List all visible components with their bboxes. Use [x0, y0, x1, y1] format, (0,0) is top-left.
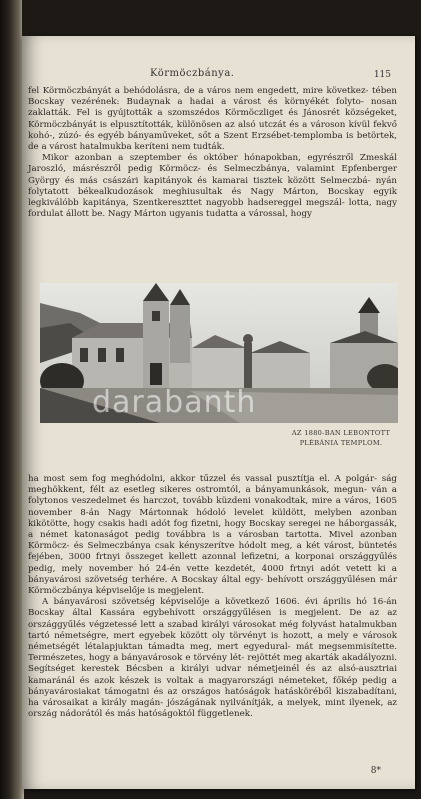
paragraph: Mikor azonban a szeptember és október hónapokban, egyrészről Zmeskál Jaroszló, másrészről pedig Körmöcz- és Selmeczbánya, valamint Epfenberger György és más császári kapitányok és kamarai tisztek között Selmeczbá- nyán folytatott békealkudozások meghiusultak és Nagy Márton, Bocskay egyik legkiválóbb kapitánya, Szentkereszttet nagyobb hadsereggel megszál- lotta, nagy fordulat állott be. Nagy Márton ugyanis tudatta a várossal, hogy	[28, 153, 397, 220]
background-top	[22, 0, 421, 40]
text-block-top	[28, 86, 397, 220]
paragraph: A bányavárosi szövetség képviselője a következő 1606. évi április hó 16-án Bocskay által Kassára egybehívott országgyűlésen is megjelent. De az az országgyűlés végzetessé lett a szabad királyi városokat még folyvást hatalmukban tartó németségre, mert egyebek között oly törvényt is hozott, a mely e városok németségét létalapjuktan támadta meg, mert egyedural- mát megsemmisítette. Természetes, hogy a bányavárosok e törvény lét- rejöttét meg akarták akadályozni. Segítséget kerestek Bécsben a királyi udvar németjeinél és az alsó-ausztriai kamaránál és azok készek is voltak a magyarországi németeket, főkép pedig a bányavárosiakat támogatni és az országos hatóságok hatásköréből kiszabadítani, ha városaikat a király magán- jószágának nyilvánítják, a melyek, mint ilyenek, az ország nádorától és más hatóságoktól függetlenek.	[28, 597, 397, 720]
watermark: darabanth	[92, 385, 257, 420]
signature-mark: 8*	[370, 766, 381, 776]
page-number: 115	[373, 70, 391, 80]
figure-caption	[282, 428, 400, 448]
caption-line: AZ 1880-BAN LEBONTOTT	[291, 429, 391, 437]
caption-line: PLÉBÁNIA TEMPLOM.	[299, 439, 383, 447]
book-spine	[0, 0, 24, 799]
paragraph: ha most sem fog meghódolni, akkor tűzzel és vassal pusztítja el. A polgár- ság meghökkent, félt az esetleg sikeres ostromtól, a bányamunkások, megun- ván a folytonos veszedelmet és harczot, tovább küzdeni vonakodtak, mire a város, 1605 november 8-án Nagy Mártonnak hódoló levelet küldött, melyben azonban kikötötte, hogy csakis hadi adót fog fizetni, hogy Bocskay seregei ne háborgassák, a német katonaságot pedig továbbra is a városban tartotta. Mivel azonban Körmöcz- és Selmeczbánya csak kényszerítve hódolt meg, a két várost, büntetés fejében, 3000 frtnyi összeget kellett azonnal lefizetni, a korponai országgyűlés pedig, mely november hó 24-én vette kezdetét, 4000 frtnyi adót vetett ki a bányavárosi szövetség terhére. A Bocskay által egy- behívott országgyűlésen már Körmöczbánya képviselője is megjelent.	[28, 474, 397, 597]
running-header: Körmöczbánya.	[150, 68, 235, 79]
text-block-bottom	[28, 474, 397, 720]
paragraph: fel Körmöczbányát a behódolásra, de a város nem engedett, mire következ- tében Bocskay vezérének: Budaynak a hadai a várost és környékét folyto- nosan zaklatták. Fel is gyújtották a szomszédos Körmöczliget és Jánosrét községeket, Körmöczbányát is elpusztították, különösen az alsó utczát és a városon kívül fekvő kohó-, zúzó- és egyéb bányaműveket, sőt a Szent Erzsébet-templomba is betörtek, de a várost hatalmukba keríteni nem tudták.	[28, 86, 397, 153]
